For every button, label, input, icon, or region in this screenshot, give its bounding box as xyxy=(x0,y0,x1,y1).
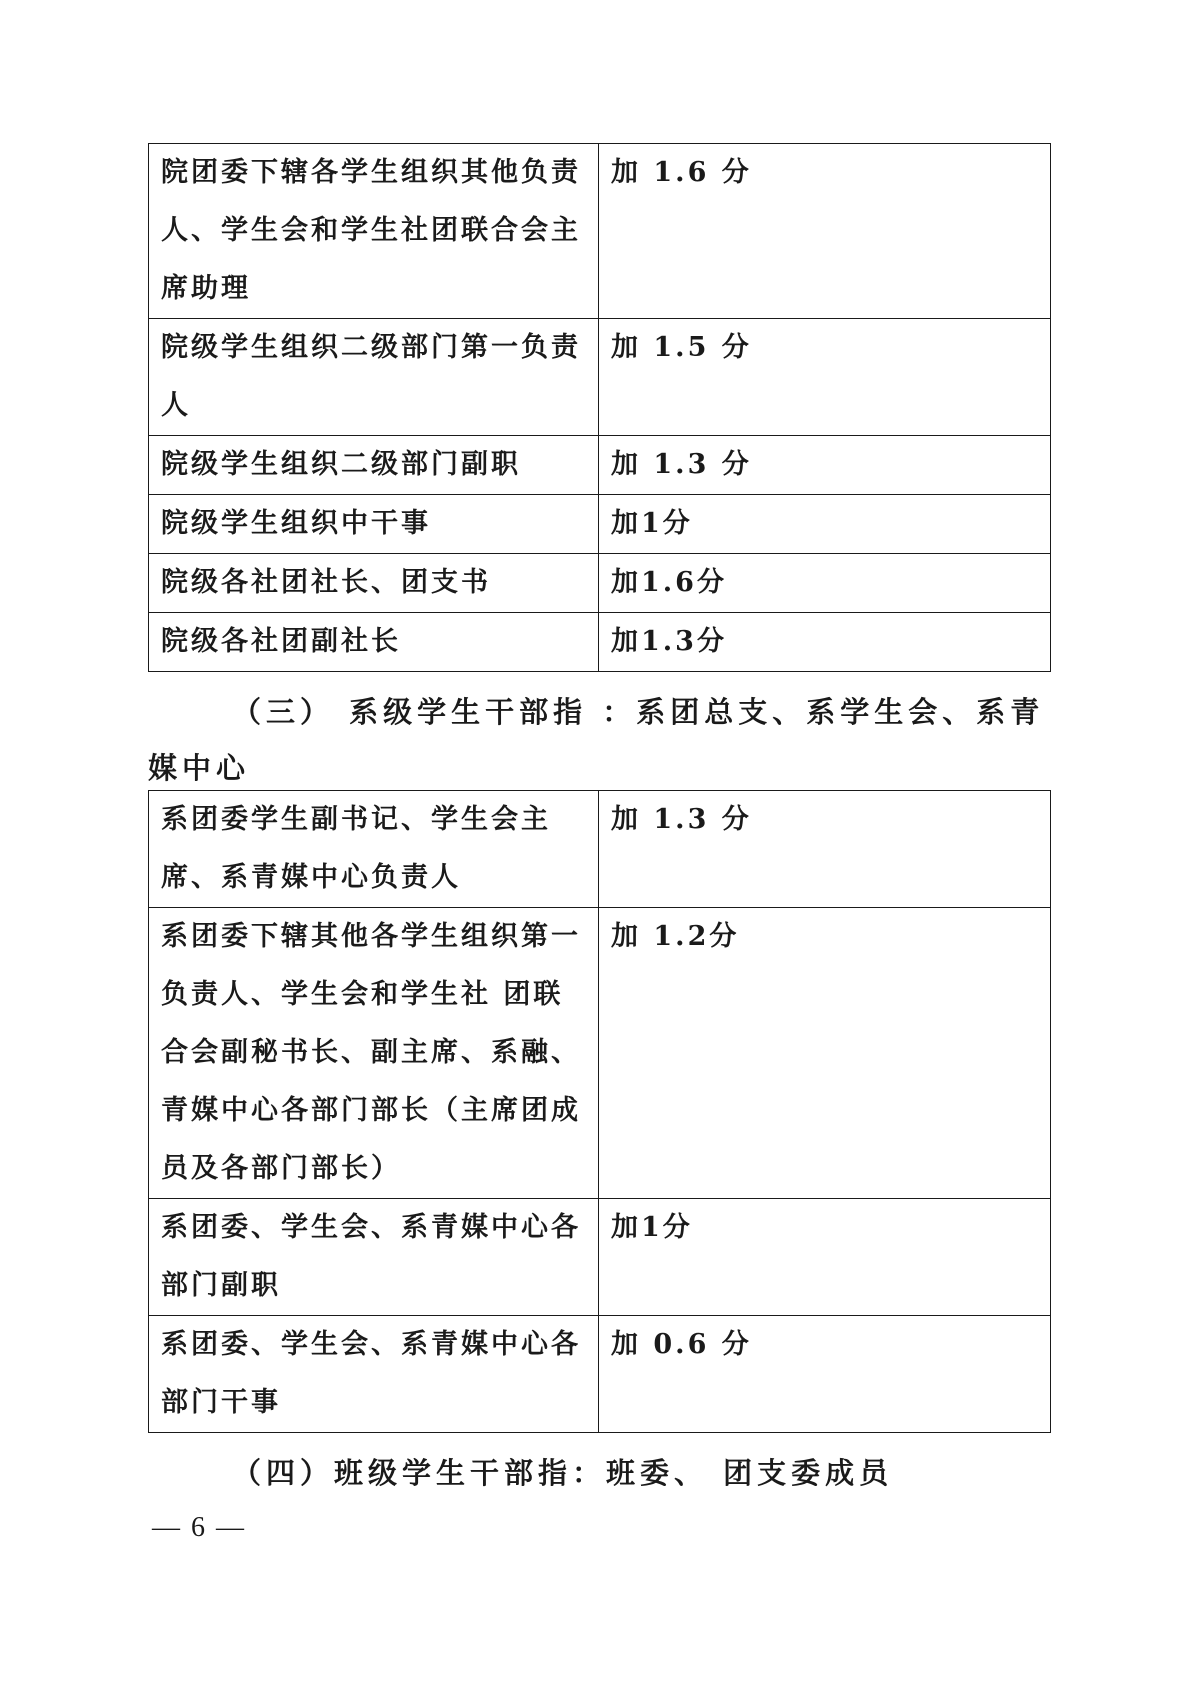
score-cell: 加1.6分 xyxy=(599,554,1051,613)
score-table-department xyxy=(148,790,1051,1433)
role-cell: 院级学生组织中干事 xyxy=(149,495,599,554)
score-cell: 加1分 xyxy=(599,495,1051,554)
role-cell: 系团委、学生会、系青媒中心各部门干事 xyxy=(149,1316,599,1433)
role-cell: 系团委学生副书记、学生会主席、系青媒中心负责人 xyxy=(149,791,599,908)
role-cell: 院级学生组织二级部门第一负责人 xyxy=(149,319,599,436)
table-row xyxy=(149,1316,1051,1433)
score-cell: 加 1.2分 xyxy=(599,908,1051,1199)
table-row xyxy=(149,554,1051,613)
score-table-college xyxy=(148,143,1051,672)
page-number: — 6 — xyxy=(152,1512,246,1543)
role-cell: 院团委下辖各学生组织其他负责人、学生会和学生社团联合会主席助理 xyxy=(149,144,599,319)
score-cell: 加 1.3 分 xyxy=(599,436,1051,495)
table-row xyxy=(149,1199,1051,1316)
section-heading-class-cadres: （四）班级学生干部指：班委、 团支委成员 xyxy=(232,1456,894,1490)
role-cell: 系团委、学生会、系青媒中心各部门副职 xyxy=(149,1199,599,1316)
score-cell: 加1分 xyxy=(599,1199,1051,1316)
table-row xyxy=(149,908,1051,1199)
role-cell: 院级各社团社长、团支书 xyxy=(149,554,599,613)
section-heading-department-cadres: （三） 系级学生干部指 ：系团总支、系学生会、系青媒中心 xyxy=(148,695,1045,785)
table-row xyxy=(149,495,1051,554)
table-row xyxy=(149,319,1051,436)
role-cell: 院级各社团副社长 xyxy=(149,613,599,672)
score-cell: 加 1.6 分 xyxy=(599,144,1051,319)
role-cell: 院级学生组织二级部门副职 xyxy=(149,436,599,495)
score-cell: 加 0.6 分 xyxy=(599,1316,1051,1433)
role-cell: 系团委下辖其他各学生组织第一负责人、学生会和学生社 团联合会副秘书长、副主席、系融、青媒中心各部门部长（主席团成员及各部门部长） xyxy=(149,908,599,1199)
score-cell: 加 1.3 分 xyxy=(599,791,1051,908)
table-row xyxy=(149,144,1051,319)
table-row xyxy=(149,613,1051,672)
table-row xyxy=(149,436,1051,495)
score-cell: 加 1.5 分 xyxy=(599,319,1051,436)
score-cell: 加1.3分 xyxy=(599,613,1051,672)
table-row xyxy=(149,791,1051,908)
